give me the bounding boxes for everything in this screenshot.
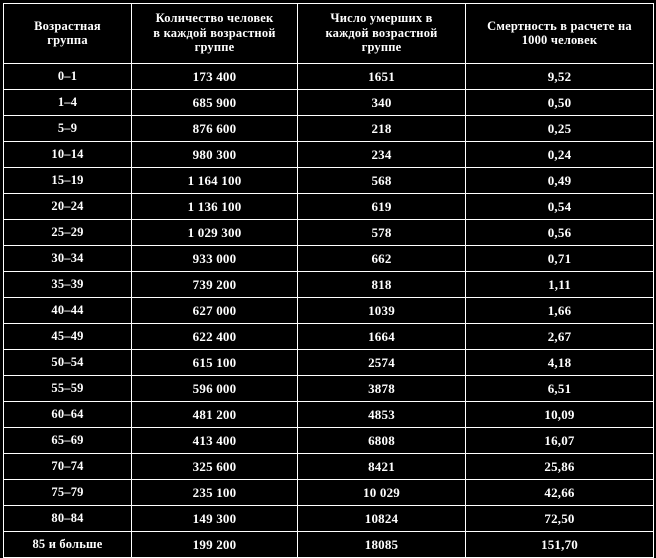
table-row [4,246,654,272]
cell-age-group: 40–44 [4,298,132,324]
column-header-mortality-rate [466,4,654,64]
cell-population: 199 200 [132,532,298,558]
cell-deaths: 578 [298,220,466,246]
cell-age-group: 25–29 [4,220,132,246]
column-header-age-group [4,4,132,64]
cell-population: 933 000 [132,246,298,272]
column-header-age-group-line-2: группа [47,33,88,47]
cell-age-group: 60–64 [4,402,132,428]
cell-age-group: 1–4 [4,90,132,116]
cell-population: 739 200 [132,272,298,298]
table-row [4,402,654,428]
table-row [4,532,654,558]
cell-deaths: 1664 [298,324,466,350]
cell-deaths: 2574 [298,350,466,376]
cell-mortality-rate: 1,66 [466,298,654,324]
cell-deaths: 6808 [298,428,466,454]
cell-population: 235 100 [132,480,298,506]
cell-deaths: 662 [298,246,466,272]
cell-mortality-rate: 0,71 [466,246,654,272]
table-row [4,194,654,220]
cell-mortality-rate: 4,18 [466,350,654,376]
cell-mortality-rate: 151,70 [466,532,654,558]
table-row [4,480,654,506]
column-header-deaths-line-1: Число умерших в [330,11,433,26]
cell-age-group: 15–19 [4,168,132,194]
cell-population: 622 400 [132,324,298,350]
cell-age-group: 70–74 [4,454,132,480]
cell-population: 481 200 [132,402,298,428]
cell-population: 596 000 [132,376,298,402]
table-row [4,298,654,324]
table-row [4,168,654,194]
cell-mortality-rate: 42,66 [466,480,654,506]
table-body [4,64,654,558]
table-row [4,324,654,350]
cell-mortality-rate: 2,67 [466,324,654,350]
table-row [4,142,654,168]
cell-age-group: 55–59 [4,376,132,402]
table-row [4,220,654,246]
table-row [4,506,654,532]
cell-age-group: 30–34 [4,246,132,272]
cell-age-group: 50–54 [4,350,132,376]
table-row [4,90,654,116]
table-row [4,428,654,454]
column-header-population-line-1: Количество человек [155,11,274,26]
cell-deaths: 568 [298,168,466,194]
cell-mortality-rate: 10,09 [466,402,654,428]
cell-population: 1 136 100 [132,194,298,220]
cell-mortality-rate: 1,11 [466,272,654,298]
cell-deaths: 8421 [298,454,466,480]
cell-age-group: 85 и больше [4,532,132,558]
column-header-deaths-line-2: каждой возрастной [325,25,438,40]
cell-deaths: 10824 [298,506,466,532]
cell-mortality-rate: 0,25 [466,116,654,142]
cell-deaths: 619 [298,194,466,220]
cell-mortality-rate: 72,50 [466,506,654,532]
cell-population: 149 300 [132,506,298,532]
cell-deaths: 234 [298,142,466,168]
column-header-mortality-rate-line-1: Смертность в расчете на [487,18,632,33]
cell-deaths: 18085 [298,532,466,558]
cell-deaths: 340 [298,90,466,116]
cell-population: 685 900 [132,90,298,116]
cell-mortality-rate: 0,49 [466,168,654,194]
table-row [4,454,654,480]
table-row [4,116,654,142]
cell-age-group: 75–79 [4,480,132,506]
table-header-row [4,4,654,64]
cell-population: 980 300 [132,142,298,168]
cell-population: 413 400 [132,428,298,454]
cell-population: 1 029 300 [132,220,298,246]
table-row [4,272,654,298]
cell-deaths: 1039 [298,298,466,324]
cell-age-group: 20–24 [4,194,132,220]
cell-mortality-rate: 16,07 [466,428,654,454]
cell-age-group: 5–9 [4,116,132,142]
cell-mortality-rate: 6,51 [466,376,654,402]
table-header [4,4,654,64]
cell-deaths: 218 [298,116,466,142]
mortality-table [3,3,654,558]
table-row [4,64,654,90]
column-header-mortality-rate-line-2: 1000 человек [521,33,598,47]
cell-age-group: 65–69 [4,428,132,454]
cell-age-group: 35–39 [4,272,132,298]
cell-deaths: 3878 [298,376,466,402]
cell-population: 173 400 [132,64,298,90]
column-header-age-group-line-1: Возрастная [34,18,101,33]
cell-mortality-rate: 9,52 [466,64,654,90]
cell-deaths: 1651 [298,64,466,90]
cell-age-group: 0–1 [4,64,132,90]
cell-mortality-rate: 0,24 [466,142,654,168]
cell-age-group: 45–49 [4,324,132,350]
cell-mortality-rate: 25,86 [466,454,654,480]
cell-mortality-rate: 0,54 [466,194,654,220]
column-header-population-line-2: в каждой возрастной [153,25,276,40]
cell-population: 876 600 [132,116,298,142]
cell-mortality-rate: 0,50 [466,90,654,116]
column-header-deaths-line-3: группе [361,40,402,55]
column-header-population [132,4,298,64]
cell-deaths: 10 029 [298,480,466,506]
cell-deaths: 4853 [298,402,466,428]
cell-deaths: 818 [298,272,466,298]
cell-population: 1 164 100 [132,168,298,194]
cell-mortality-rate: 0,56 [466,220,654,246]
cell-age-group: 10–14 [4,142,132,168]
table-row [4,350,654,376]
cell-population: 615 100 [132,350,298,376]
column-header-population-line-3: группе [194,40,235,55]
cell-age-group: 80–84 [4,506,132,532]
cell-population: 325 600 [132,454,298,480]
column-header-deaths [298,4,466,64]
table-row [4,376,654,402]
cell-population: 627 000 [132,298,298,324]
